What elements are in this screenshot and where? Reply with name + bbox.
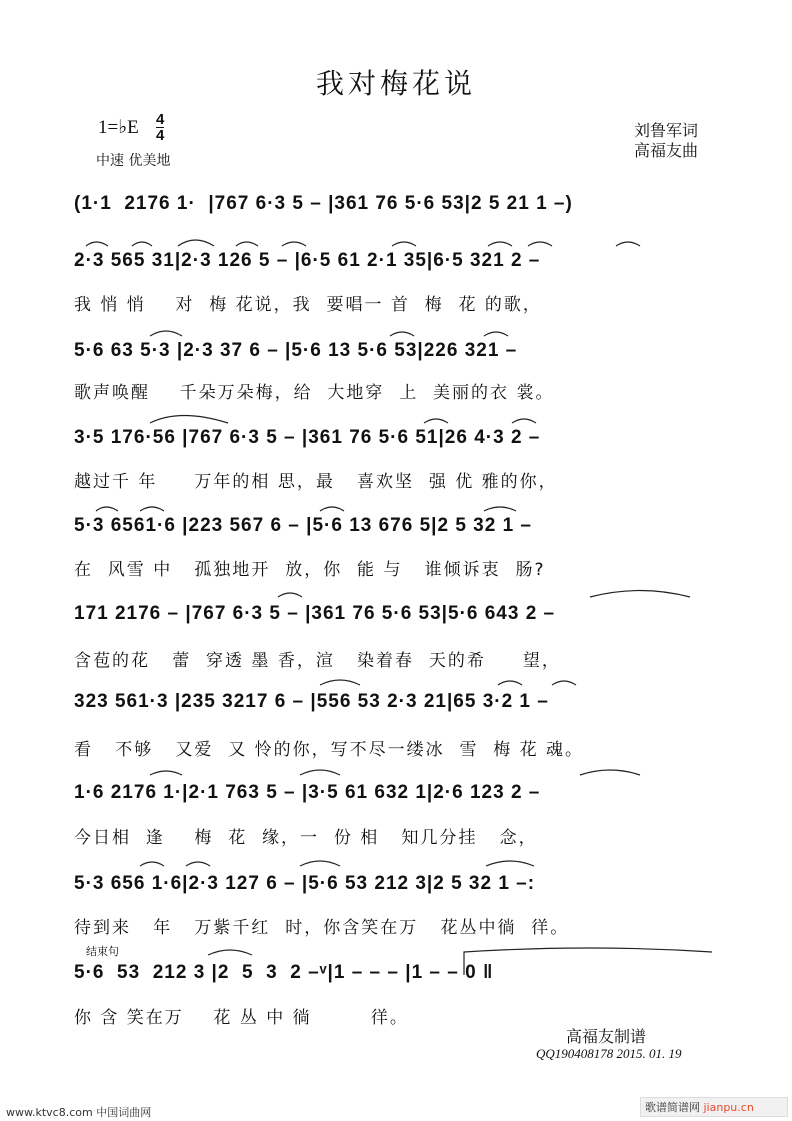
notes-line-7: 323 561·3 |235 3217 6 – |556 53 2·3 21|65 3·2 1 –	[74, 691, 549, 712]
watermark-site: jianpu.cn	[703, 1101, 754, 1114]
slur-arc	[320, 507, 344, 511]
time-signature-top: 4	[156, 111, 165, 128]
lyrics-line-6: 含苞的花 蕾 穿透 墨 香，渲 染着春 天的希 望，	[74, 651, 561, 671]
notes-line-3: 5·6 63 5·3 |2·3 37 6 – |5·6 13 5·6 53|226 321 –	[74, 340, 518, 361]
score-maker: 高福友制谱	[566, 1027, 647, 1046]
slur-arc	[320, 680, 360, 685]
slur-arc	[498, 681, 522, 685]
slur-arc	[486, 861, 534, 866]
watermark-left[interactable]: www.ktvc8.com 中国词曲网	[6, 1106, 152, 1119]
slur-arc	[390, 332, 414, 336]
lyrics-line-5: 在 风雪 中 孤独地开 放，你 能 与 谁倾诉衷 肠?	[74, 560, 546, 580]
slur-arc	[392, 242, 416, 246]
slur-arc	[282, 242, 306, 246]
key-signature: 1=♭E	[98, 117, 139, 138]
slur-arc	[488, 242, 512, 246]
notes-line-8: 1·6 2176 1·|2·1 763 5 – |3·5 61 632 1|2·6 123 2 –	[74, 782, 541, 803]
notes-ending: 5·6 53 212 3 |2 5 3 2 –ᵛ|1 – – – |1 – – 0 ‖	[74, 962, 494, 983]
lyrics-line-8: 今日相 逢 梅 花 缘，一 份 相 知几分挂 念，	[74, 828, 538, 848]
slur-arc	[528, 242, 552, 246]
time-signature-bottom: 4	[156, 127, 165, 144]
slur-arc	[150, 416, 228, 424]
slur-arc	[140, 862, 164, 866]
slur-arc	[580, 770, 640, 775]
slur-arc	[208, 950, 252, 955]
notes-line-1: (1·1 2176 1· |767 6·3 5 – |361 76 5·6 53|2 5 21 1 –)	[74, 193, 573, 214]
slur-arc	[616, 242, 640, 246]
lyrics-line-3: 歌声唤醒 千朵万朵梅，给 大地穿 上 美丽的衣 裳。	[74, 383, 555, 403]
lyrics-line-2: 我 悄 悄 对 梅 花说，我 要唱一 首 梅 花 的歌，	[74, 295, 542, 315]
slur-arc	[150, 331, 182, 336]
slur-arc	[300, 770, 340, 775]
slur-arc	[278, 593, 302, 597]
slur-arc	[484, 507, 516, 511]
watermark-right[interactable]	[640, 1097, 788, 1117]
lyrics-line-9: 待到来 年 万紫千红 时，你含笑在万 花丛中徜 徉。	[74, 918, 570, 938]
contact-info: QQ190408178 2015. 01. 19	[536, 1046, 682, 1061]
lyrics-line-7: 看 不够 又爱 又 怜的你，写不尽一缕冰 雪 梅 花 魂。	[74, 740, 585, 760]
notes-line-2: 2·3 565 31|2·3 126 5 – |6·5 61 2·1 35|6·5 321 2 –	[74, 250, 541, 271]
slur-arc	[512, 419, 536, 423]
slur-arc	[236, 242, 258, 246]
slur-arc	[424, 419, 448, 423]
slur-arc	[150, 771, 182, 775]
ending-label: 结束句	[86, 945, 119, 958]
composer-credit: 高福友曲	[634, 141, 699, 160]
slur-arc	[86, 242, 108, 246]
slur-arc	[484, 332, 508, 336]
slur-arc	[96, 507, 118, 511]
lyrics-ending: 你 含 笑在万 花 丛 中 徜 徉。	[74, 1008, 409, 1028]
slur-arc	[140, 507, 164, 511]
song-title: 我对梅花说	[315, 67, 476, 100]
notes-line-9: 5·3 656 1·6|2·3 127 6 – |5·6 53 212 3|2 5 32 1 –:	[74, 873, 536, 894]
notes-line-5: 5·3 6561·6 |223 567 6 – |5·6 13 676 5|2 5 32 1 –	[74, 515, 532, 536]
notes-line-6: 171 2176 – |767 6·3 5 – |361 76 5·6 53|5·6 643 2 –	[74, 603, 556, 624]
watermark-label: 歌谱简谱网	[645, 1101, 700, 1114]
tempo-marking: 中速 优美地	[96, 153, 171, 169]
notes-line-4: 3·5 176·56 |767 6·3 5 – |361 76 5·6 51|26 4·3 2 –	[74, 427, 541, 448]
slur-arc	[300, 861, 340, 866]
lyrics-line-4: 越过千 年 万年的相 思，最 喜欢坚 强 优 雅的你，	[74, 472, 558, 492]
lyricist-credit: 刘鲁军词	[634, 121, 699, 140]
slur-arc	[186, 862, 210, 866]
volta-bracket	[464, 948, 712, 975]
slur-arc	[178, 240, 214, 246]
slur-arc	[552, 681, 576, 685]
slur-arc	[132, 242, 152, 246]
slur-arc	[590, 591, 690, 598]
